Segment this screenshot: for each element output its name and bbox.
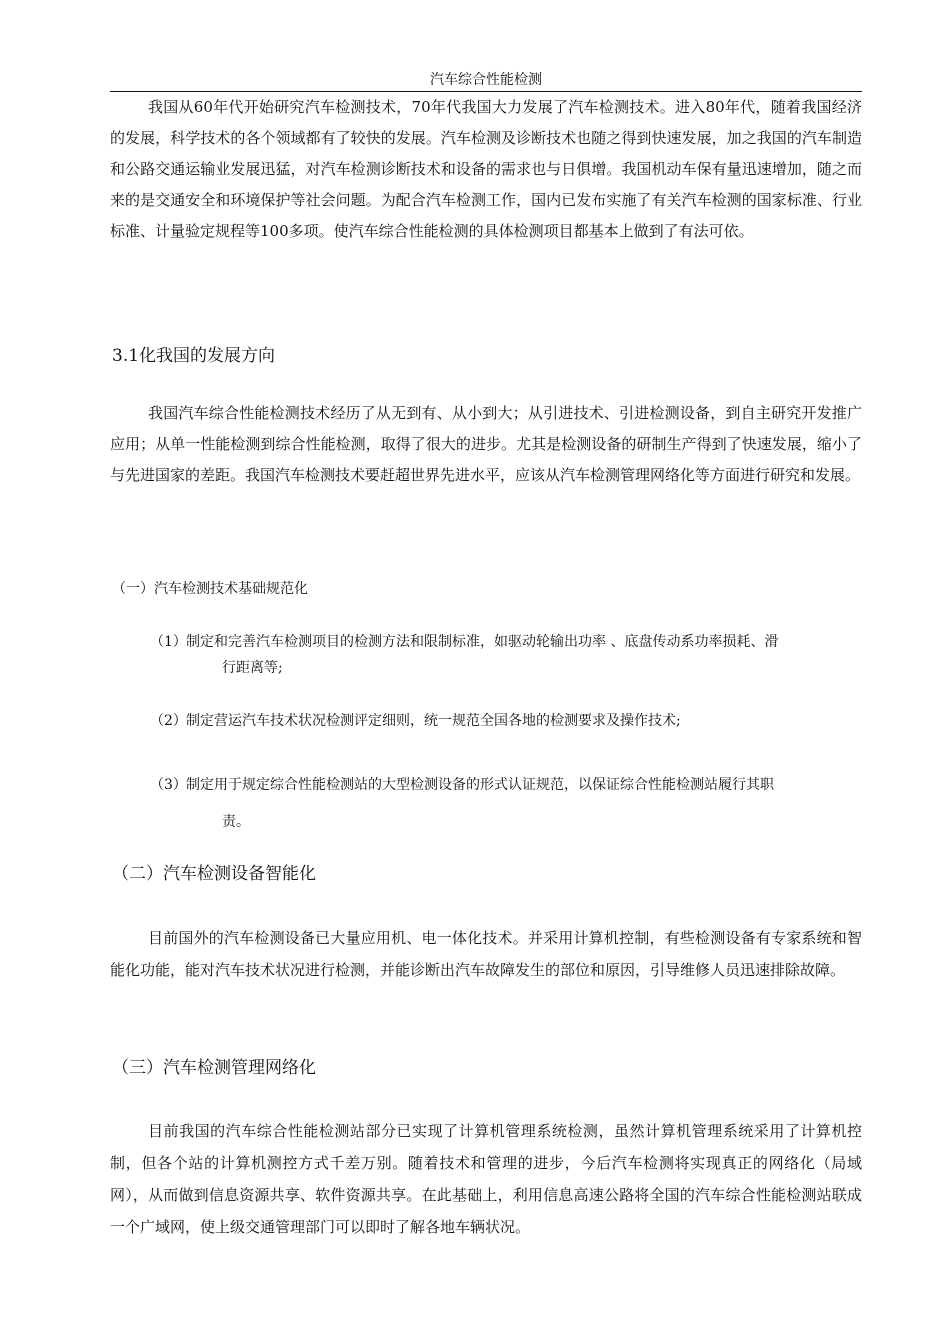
list-item-number: （1）	[150, 634, 187, 650]
list-item-1	[150, 629, 862, 681]
subsection-heading-2: （二）汽车检测设备智能化	[112, 864, 316, 884]
list-item-text: 制定营运汽车技术状况检测评定细则，统一规范全国各地的检测要求及操作技术;	[186, 713, 681, 729]
subsection-2-paragraph: 目前国外的汽车检测设备已大量应用机、电一体化技术。并采用计算机控制，有些检测设备有专家系统和智能化功能，能对汽车技术状况进行检测，并能诊断出汽车故障发生的部位和原因，引导维修人员迅速排除故障。	[110, 929, 862, 979]
subsection-heading-1: （一）汽车检测技术基础规范化	[112, 581, 308, 597]
list-item-text: 制定用于规定综合性能检测站的大型检测设备的形式认证规范，以保证综合性能检测站履行其职	[186, 777, 774, 793]
list-item-2	[150, 708, 862, 734]
subsection-heading-3: （三）汽车检测管理网络化	[112, 1058, 316, 1078]
list-item-text: 制定和完善汽车检测项目的检测方法和限制标准，如驱动轮输出功率 、底盘传动系功率损耗、滑	[186, 634, 779, 650]
intro-paragraph: 我国从60年代开始研究汽车检测技术，70年代我国大力发展了汽车检测技术。进入80年代，随着我国经济的发展，科学技术的各个领域都有了较快的发展。汽车检测及诊断技术也随之得到快速发展，加之我国的汽车制造和公路交通运输业发展迅猛，对汽车检测诊断技术和设备的需求也与日俱增。我国机动车保有量迅速增加，随之而来的是交通安全和环境保护等社会问题。为配合汽车检测工作，国内已发布实施了有关汽车检测的国家标准、行业标准、计量验定规程等100多项。使汽车综合性能检测的具体检测项目都基本上做到了有法可依。	[110, 98, 862, 240]
list-item-number: （2）	[150, 713, 187, 729]
list-item-3	[150, 767, 862, 841]
section-3-1-paragraph: 我国汽车综合性能检测技术经历了从无到有、从小到大；从引进技术、引进检测设备，到自主研究开发推广应用；从单一性能检测到综合性能检测，取得了很大的进步。尤其是检测设备的研制生产得到了快速发展，缩小了与先进国家的差距。我国汽车检测技术要赶超世界先进水平，应该从汽车检测管理网络化等方面进行研究和发展。	[110, 404, 862, 484]
list-item-continuation: 责。	[222, 814, 250, 830]
list-item-number: （3）	[150, 777, 187, 793]
subsection-3-paragraph: 目前我国的汽车综合性能检测站部分已实现了计算机管理系统检测，虽然计算机管理系统采用了计算机控制，但各个站的计算机测控方式千差万别。随着技术和管理的进步，今后汽车检测将实现真正的网络化（局域网），从而做到信息资源共享、软件资源共享。在此基础上，利用信息高速公路将全国的汽车综合性能检测站联成一个广域网，使上级交通管理部门可以即时了解各地车辆状况。	[110, 1122, 862, 1236]
running-header: 汽车综合性能检测	[430, 72, 542, 88]
section-heading-3-1: 3.1化我国的发展方向	[112, 346, 276, 366]
list-item-continuation: 行距离等;	[222, 660, 283, 676]
